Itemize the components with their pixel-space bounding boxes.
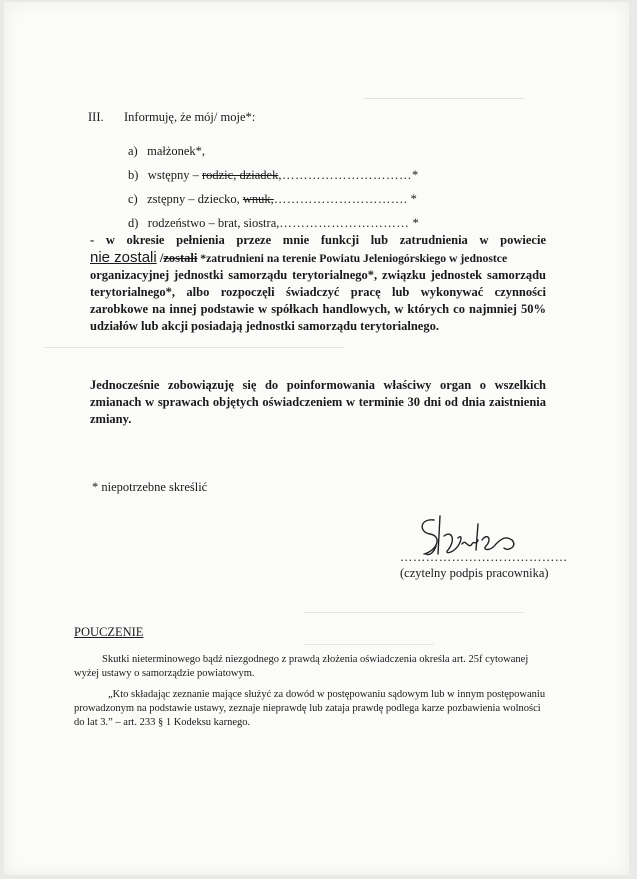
signature-line: ………………………………… (400, 550, 568, 564)
relatives-list (128, 139, 468, 235)
section-intro: Informuję, że mój/ moje*: (124, 110, 256, 124)
bleed-through-marks (304, 634, 434, 645)
pouczenie-paragraph-1: Skutki nieterminowego bądź niezgodnego z prawdą złożenia oświadczenia określa art. 25f cytowanej wyżej ustawy o samorządzie powiatowym. (74, 654, 529, 679)
pouczenie-paragraph-2: „Kto składając zeznanie mające służyć za dowód w postępowaniu sądowym lub w innym postępowaniu prowadzonym na podstawie ustawy, zeznaje nieprawdę lub zataja prawdę podlega karze pozbawienia wolności do lat 3.” – art. 233 § 1 Kodeksu karnego. (74, 689, 546, 728)
pouczenie-heading: POUCZENIE (74, 625, 144, 639)
employment-paragraph: - w okresie pełnienia przeze mnie funkcji lub zatrudnienia w powiecie nie zostali /zostali *zatrudnieni na terenie Powiatu Jeleniogórskiego w jednostce organizacyjnej jednostki samorządu terytorialnego*, związku jednostek samorządu terytorialnego*, albo rozpoczęli świadczyć pracę lub wykonywać czynności zarobkowe na innej podstawie w spółkach handlowych, w których co najmniej 50% udziałów lub akcji posiadają jednostki samorządu terytorialnego. (90, 233, 546, 333)
handwritten-underline-text: nie zostali (90, 249, 157, 266)
footnote: * niepotrzebne skreślić (92, 480, 208, 494)
list-item: d) rodzeństwo – brat, siostra,………………………… * (128, 216, 419, 230)
bleed-through-marks (304, 602, 524, 613)
bleed-through-marks (44, 337, 344, 348)
list-item: a) małżonek*, (128, 144, 206, 158)
obligation-paragraph: Jednocześnie zobowiązuję się do poinformowania właściwy organ o wszelkich zmianach w sprawach objętych oświadczeniem w terminie 30 dni od dnia zaistnienia zmiany. (90, 378, 546, 426)
signature-caption: (czytelny podpis pracownika) (400, 566, 549, 580)
bleed-through-marks (364, 84, 524, 99)
section-number: III. (88, 110, 104, 124)
document-page (4, 2, 629, 875)
list-item: b) wstępny – rodzic, dziadek,…………………………* (128, 168, 419, 182)
list-item: c) zstępny – dziecko, wnuk,…………………………. * (128, 192, 417, 206)
